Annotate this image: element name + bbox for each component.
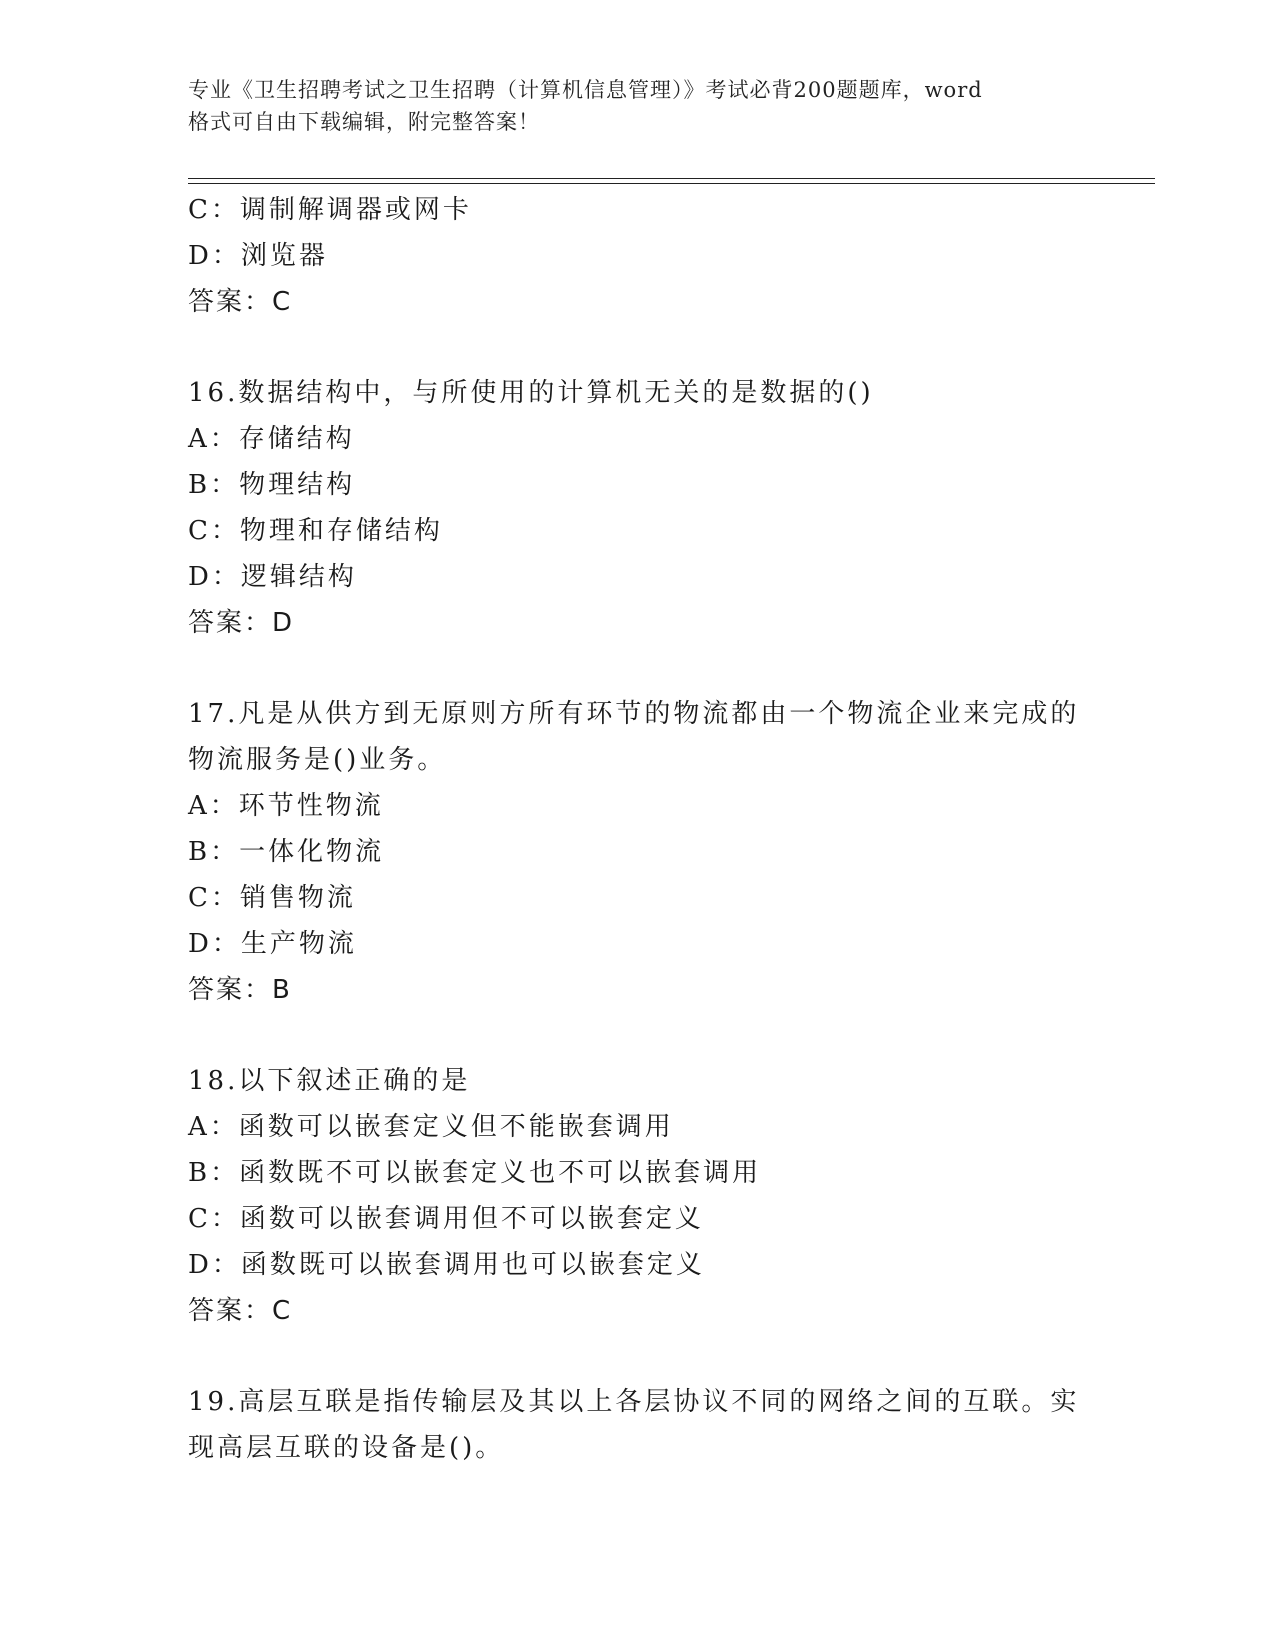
option-a: A：存储结构: [188, 424, 355, 454]
question-text-line-2: 现高层互联的设备是()。: [188, 1433, 505, 1463]
question-text: 16.数据结构中，与所使用的计算机无关的是数据的(): [188, 378, 874, 408]
header-line-1: 专业《卫生招聘考试之卫生招聘（计算机信息管理）》考试必背200题题库，word: [188, 78, 983, 102]
option-c: C：函数可以嵌套调用但不可以嵌套定义: [188, 1204, 704, 1234]
question-19: [188, 1379, 1088, 1471]
spacer: [188, 325, 1088, 370]
question-18: [188, 1058, 1088, 1334]
header-rule-top: [188, 178, 1155, 179]
option-a: A：环节性物流: [188, 791, 384, 821]
question-16: [188, 370, 1088, 646]
option-d: D：逻辑结构: [188, 562, 357, 592]
answer: 答案：B: [188, 975, 292, 1005]
spacer: [188, 1334, 1088, 1379]
answer: 答案：D: [188, 608, 295, 638]
question-text-line-1: 17.凡是从供方到无原则方所有环节的物流都由一个物流企业来完成的: [188, 699, 1080, 729]
option-d: D：浏览器: [188, 241, 328, 271]
question-text: 18.以下叙述正确的是: [188, 1066, 471, 1096]
question-text-line-1: 19.高层互联是指传输层及其以上各层协议不同的网络之间的互联。实: [188, 1387, 1080, 1417]
option-c: C：销售物流: [188, 883, 356, 913]
spacer: [188, 1013, 1088, 1058]
question-17: [188, 691, 1088, 1013]
answer: 答案：C: [188, 287, 293, 317]
spacer: [188, 646, 1088, 691]
question-15-continued: [188, 187, 1088, 325]
question-list: [188, 187, 1088, 1471]
option-b: B：一体化物流: [188, 837, 385, 867]
header-line-2: 格式可自由下载编辑，附完整答案！: [188, 110, 540, 134]
option-b: B：函数既不可以嵌套定义也不可以嵌套调用: [188, 1158, 762, 1188]
option-b: B：物理结构: [188, 470, 356, 500]
document-header: [188, 74, 1088, 138]
option-d: D：生产物流: [188, 929, 357, 959]
option-c: C：调制解调器或网卡: [188, 195, 472, 225]
answer: 答案：C: [188, 1296, 293, 1326]
header-rule-bottom: [188, 183, 1155, 184]
option-d: D：函数既可以嵌套调用也可以嵌套定义: [188, 1250, 705, 1280]
question-text-line-2: 物流服务是()业务。: [188, 745, 447, 775]
option-a: A：函数可以嵌套定义但不能嵌套调用: [188, 1112, 674, 1142]
option-c: C：物理和存储结构: [188, 516, 443, 546]
